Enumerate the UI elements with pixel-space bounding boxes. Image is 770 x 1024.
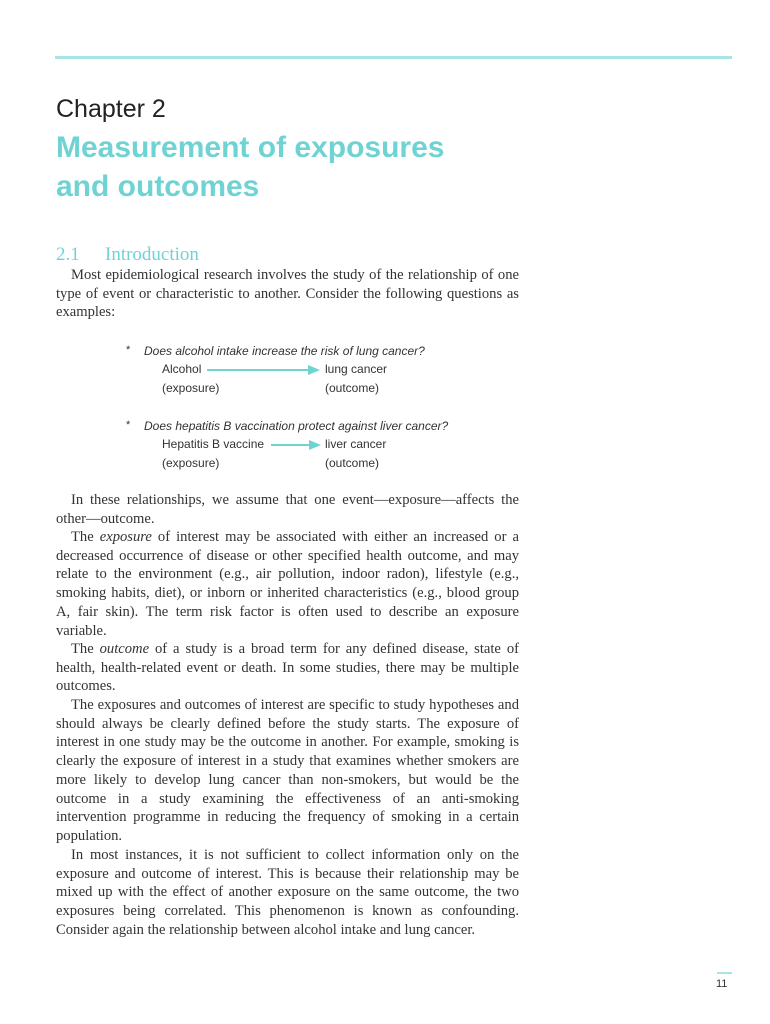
example-2-exposure-tag: (exposure) [162,456,220,470]
example-2-arrow-head [309,440,321,450]
paragraph-1-text: In these relationships, we assume that one event—exposure—affects the other—outcome. [56,492,519,527]
example-1-bullet: * [126,344,131,356]
example-1-arrow-head [308,365,320,375]
example-1-outcome: lung cancer [325,362,388,376]
page-number-rule [717,972,732,974]
term-exposure: exposure [99,529,152,545]
page-number: 11 [716,978,728,990]
chapter-title [56,128,444,206]
example-1-arrow-shaft [207,369,310,371]
paragraph-4 [56,696,519,846]
example-2-question: Does hepatitis B vaccination protect against liver cancer? [144,419,449,433]
example-1-exposure: Alcohol [162,362,202,376]
example-2-exposure: Hepatitis B vaccine [162,437,265,451]
chapter-title-line-2: and outcomes [56,170,260,203]
paragraph-2 [56,528,519,640]
example-2-arrow [271,440,321,450]
paragraph-1 [56,491,519,528]
intro-text: Most epidemiological research involves the study of the relationship of one type of event or characteristic to another. Consider the following questions as examples: [56,267,519,321]
paragraph-2-lead: The [71,529,100,545]
example-1-exposure-tag: (exposure) [162,381,220,395]
example-2-outcome: liver cancer [325,437,387,451]
paragraph-3 [56,640,519,696]
example-1-arrow [207,365,320,375]
example-2-bullet: * [126,419,131,431]
top-rule [55,56,732,59]
example-2-arrow-shaft [271,444,311,446]
example-1-question: Does alcohol intake increase the risk of lung cancer? [144,344,425,358]
intro-paragraph [56,266,519,322]
section-number: 2.1 [56,244,80,265]
example-1-outcome-tag: (outcome) [325,381,380,395]
section-heading [56,244,199,266]
paragraph-2-text: of interest may be associated with either an increased or a decreased occurrence of disease or other specified health outcome, and may relate to the environment (e.g., air pollution, indoor radon), lifestyle (e.g., smoking habits, diet), or inborn or inherited characteristics (e.g., blood group A, fair skin). The term risk factor is often used to describe an exposure variable. [56,529,519,639]
paragraph-3-lead: The [71,641,100,657]
term-outcome: outcome [99,641,150,657]
chapter-label: Chapter 2 [56,95,166,123]
chapter-title-line-1: Measurement of exposures [56,131,445,164]
paragraph-4-text: The exposures and outcomes of interest are specific to study hypotheses and should always be clearly defined before the study starts. The exposure of interest in one study may be the outcome in another. For example, smoking is clearly the exposure of interest in a study that examines whether smokers are more likely to develop lung cancer than non-smokers, but would be the outcome in a study examining the effectiveness of an anti-smoking intervention programme in reducing the frequency of smoking in a certain population. [56,697,519,844]
paragraph-3-text: of a study is a broad term for any defined disease, state of health, health-related event or death. In some studies, there may be multiple outcomes. [56,641,519,695]
paragraph-5 [56,846,519,940]
example-2-outcome-tag: (outcome) [325,456,380,470]
paragraph-5-text: In most instances, it is not sufficient to collect information only on the exposure and outcome of interest. This is because their relationship may be mixed up with the effect of another exposure on the same outcome, the two exposures being correlated. This phenomenon is known as confounding. Consider again the relationship between alcohol intake and lung cancer. [56,847,519,938]
section-title: Introduction [105,244,199,265]
